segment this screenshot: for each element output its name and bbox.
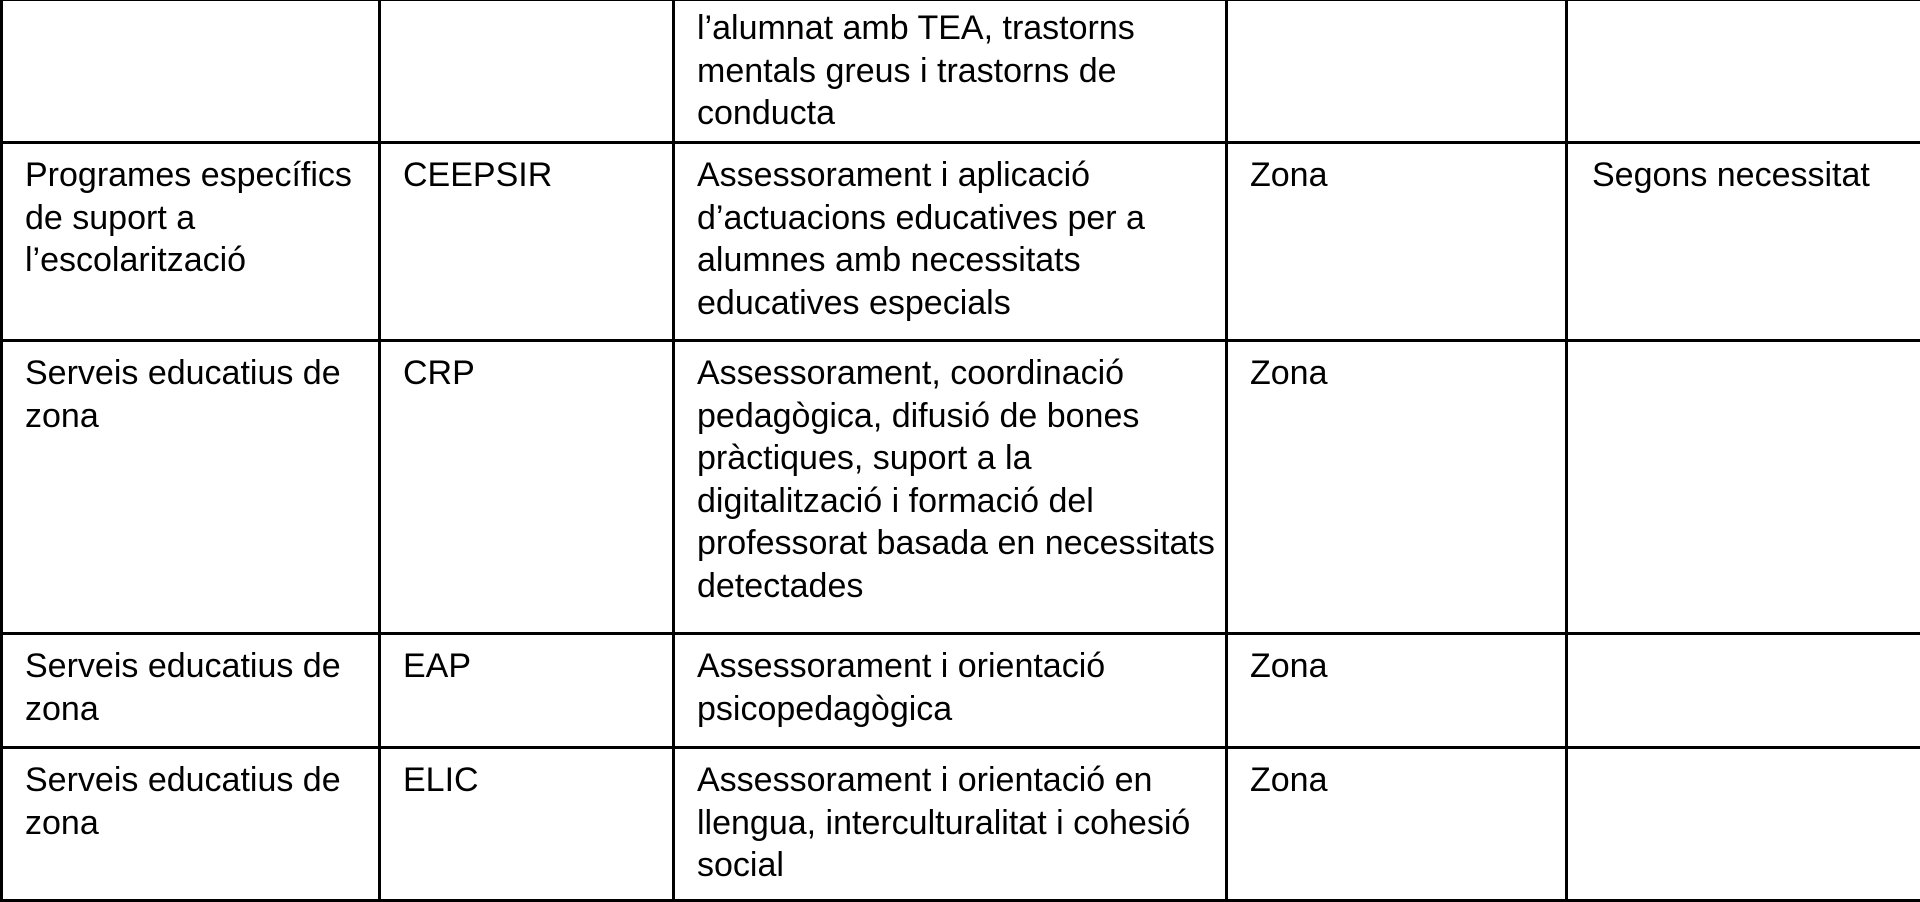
- table-cell-program: Serveis educatius de zona: [2, 748, 380, 901]
- table-cell-description: Assessorament i orientació psicopedagògica: [674, 634, 1227, 748]
- table-cell-service: [380, 0, 674, 143]
- table-cell-description: Assessorament, coordinació pedagògica, difusió de bones pràctiques, suport a la digitalització i formació del professorat basada en necessitats detectades: [674, 341, 1227, 634]
- table-cell-frequency: [1567, 748, 1920, 901]
- table-row: [2, 341, 1920, 634]
- table-cell-frequency: [1567, 341, 1920, 634]
- table-cell-description: Assessorament i orientació en llengua, interculturalitat i cohesió social: [674, 748, 1227, 901]
- table-cell-description: Assessorament i aplicació d’actuacions educatives per a alumnes amb necessitats educatives especials: [674, 143, 1227, 341]
- table-cell-service: CRP: [380, 341, 674, 634]
- table-cell-scope: [1227, 0, 1567, 143]
- table-cell-program: [2, 0, 380, 143]
- table-cell-program: Serveis educatius de zona: [2, 341, 380, 634]
- table-row: [2, 143, 1920, 341]
- table-cell-scope: Zona: [1227, 341, 1567, 634]
- table-cell-frequency: [1567, 0, 1920, 143]
- table-cell-program: Serveis educatius de zona: [2, 634, 380, 748]
- table-row: [2, 634, 1920, 748]
- table-row: [2, 0, 1920, 143]
- table-cell-frequency: [1567, 634, 1920, 748]
- table-cell-service: ELIC: [380, 748, 674, 901]
- table-cell-frequency: Segons necessitat: [1567, 143, 1920, 341]
- table-cell-scope: Zona: [1227, 634, 1567, 748]
- table-cell-program: Programes específics de suport a l’escolarització: [2, 143, 380, 341]
- table-cell-service: EAP: [380, 634, 674, 748]
- table-cell-scope: Zona: [1227, 748, 1567, 901]
- table-row: [2, 748, 1920, 901]
- table-cell-service: CEEPSIR: [380, 143, 674, 341]
- table-cell-description: l’alumnat amb TEA, trastorns mentals greus i trastorns de conducta: [674, 0, 1227, 143]
- table-cell-scope: Zona: [1227, 143, 1567, 341]
